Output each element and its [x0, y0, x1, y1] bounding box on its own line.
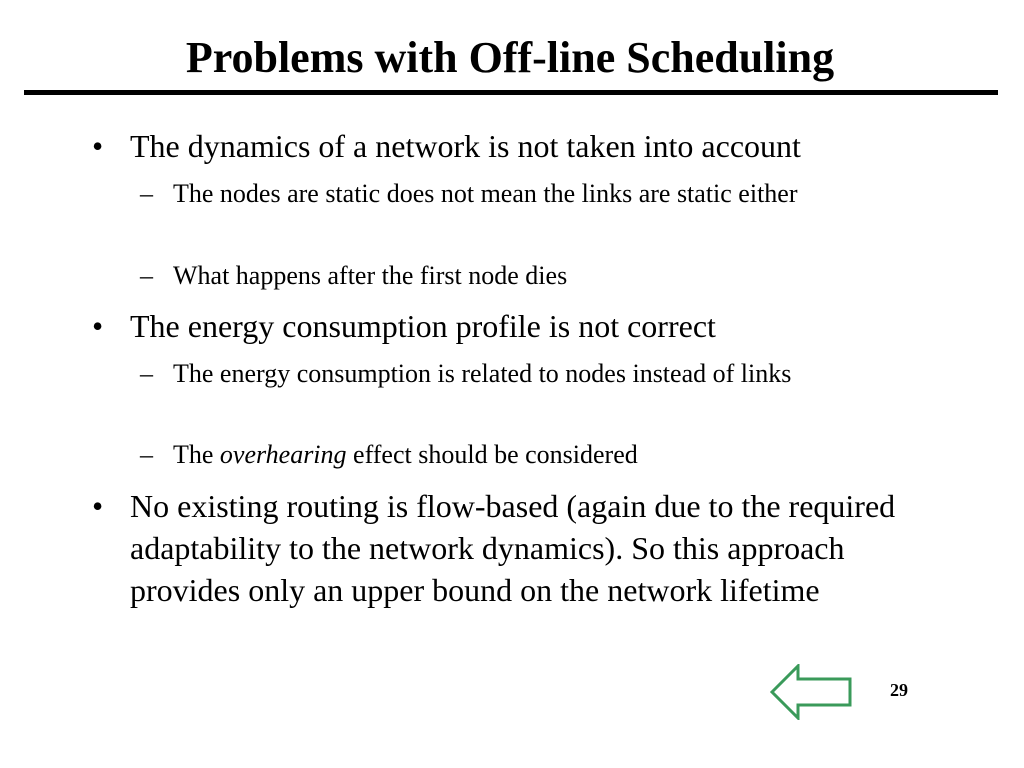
sub-bullet-item: What happens after the first node dies [173, 261, 568, 290]
sub-bullet-mark: – [140, 359, 153, 388]
sub-bullet-prefix: The [173, 440, 220, 469]
sub-bullet-item-overhearing [173, 437, 913, 473]
emphasis-overhearing: overhearing [219, 440, 347, 469]
bullet-mark: • [92, 488, 104, 524]
bullet-item: The energy consumption profile is not correct [130, 308, 716, 344]
bullet-item: No existing routing is flow-based (again due to the required adaptability to the network dynamics). So this approach provides only an upper bound on the network lifetime [130, 488, 896, 608]
sub-bullet-item: The energy consumption is related to nodes instead of links [173, 359, 792, 388]
bullet-mark: • [92, 308, 104, 344]
sub-bullet-suffix: effect should be considered [346, 440, 638, 469]
slide-title: Problems with Off-line Scheduling [185, 33, 835, 82]
sub-bullet-mark: – [140, 440, 153, 469]
left-arrow-icon[interactable] [770, 664, 854, 720]
bullet-mark: • [92, 128, 104, 164]
sub-bullet-mark: – [140, 261, 153, 290]
sub-bullet-item: The nodes are static does not mean the links are static either [173, 179, 798, 208]
bullet-item: The dynamics of a network is not taken into account [130, 128, 801, 164]
sub-bullet-mark: – [140, 179, 153, 208]
page-number: 29 [890, 680, 908, 700]
title-underline [24, 90, 998, 95]
